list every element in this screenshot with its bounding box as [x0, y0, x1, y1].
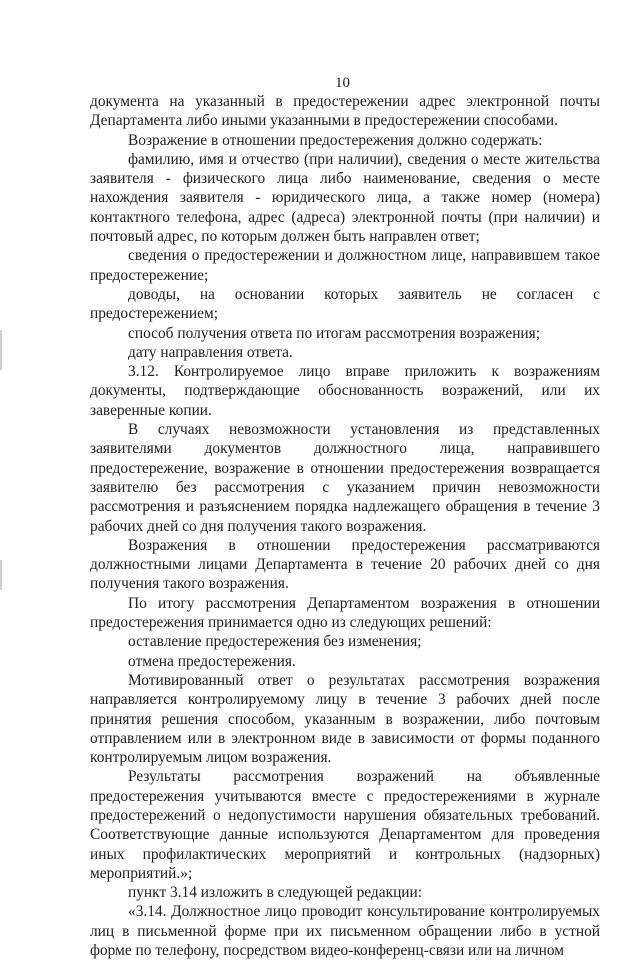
paragraph: доводы, на основании которых заявитель не согласен с предостережением; [90, 285, 600, 323]
paragraph: отмена предостережения. [128, 652, 296, 670]
scan-edge-mark [0, 560, 2, 590]
paragraph: оставление предостережения без изменения; [128, 633, 422, 651]
paragraph: фамилию, имя и отчество (при наличии), сведения о месте жительства заявителя - физического лица либо наименование, сведения о месте нахождения заявителя - юридического лица, а также номер (номера) контактного телефона, адрес (адреса) электронной почты (при наличии) и почтовый адрес, по которым должен быть направлен ответ; [90, 150, 600, 246]
paragraph: Результаты рассмотрения возражений на объявленные предостережения учитываются вместе с предостережениями в журнале предостережений о недопустимости нарушения обязательных требований. Соответствующие данные используются Департаментом для проведения иных профилактических мероприятий и контрольных (надзорных) мероприятий.»; [90, 768, 600, 882]
paragraph: Мотивированный ответ о результатах рассмотрения возражения направляется контролируемому лицу в течение 3 рабочих дней после принятия решения способом, указанным в возражении, либо почтовым отправлением или в электронном виде в зависимости от формы поданного контролируемым лицом возражения. [90, 671, 600, 767]
paragraph: 3.12. Контролируемое лицо вправе приложить к возражениям документы, подтверждающие обоснованность возражений, или их заверенные копии. [90, 363, 600, 419]
paragraph: пункт 3.14 изложить в следующей редакции: [128, 884, 423, 902]
paragraph: дату направления ответа. [128, 343, 293, 361]
document-body [90, 92, 600, 960]
paragraph: «3.14. Должностное лицо проводит консультирование контролируемых лиц в письменной форме при их письменном обращении либо в устной форме по телефону, посредством видео-конференц-связи или на личном [90, 903, 600, 960]
paragraph: способ получения ответа по итогам рассмотрения возражения; [128, 324, 541, 342]
paragraph: По итогу рассмотрения Департаментом возражения в отношении предостережения принимается одно из следующих решений: [90, 594, 600, 632]
paragraph: В случаях невозможности установления из представленных заявителями документов должностного лица, направившего предостережение, возражение в отношении предостережения возвращается заявителю без рассмотрения с указанием причин невозможности рассмотрения и разъяснением порядка надлежащего обращения в течение 3 рабочих дней со дня получения такого возражения. [90, 421, 600, 535]
paragraph: сведения о предостережении и должностном лице, направившем такое предостережение; [90, 247, 600, 284]
paragraph: Возражения в отношении предостережения рассматриваются должностными лицами Департамента в течение 20 рабочих дней со дня получения такого возражения. [90, 536, 600, 593]
page-number: 10 [335, 75, 350, 91]
scan-edge-mark [0, 330, 2, 370]
paragraph: документа на указанный в предостережении адрес электронной почты Департамента либо иными указанными в предостережении способами. [90, 93, 600, 130]
paragraph: Возражение в отношении предостережения должно содержать: [128, 131, 543, 149]
